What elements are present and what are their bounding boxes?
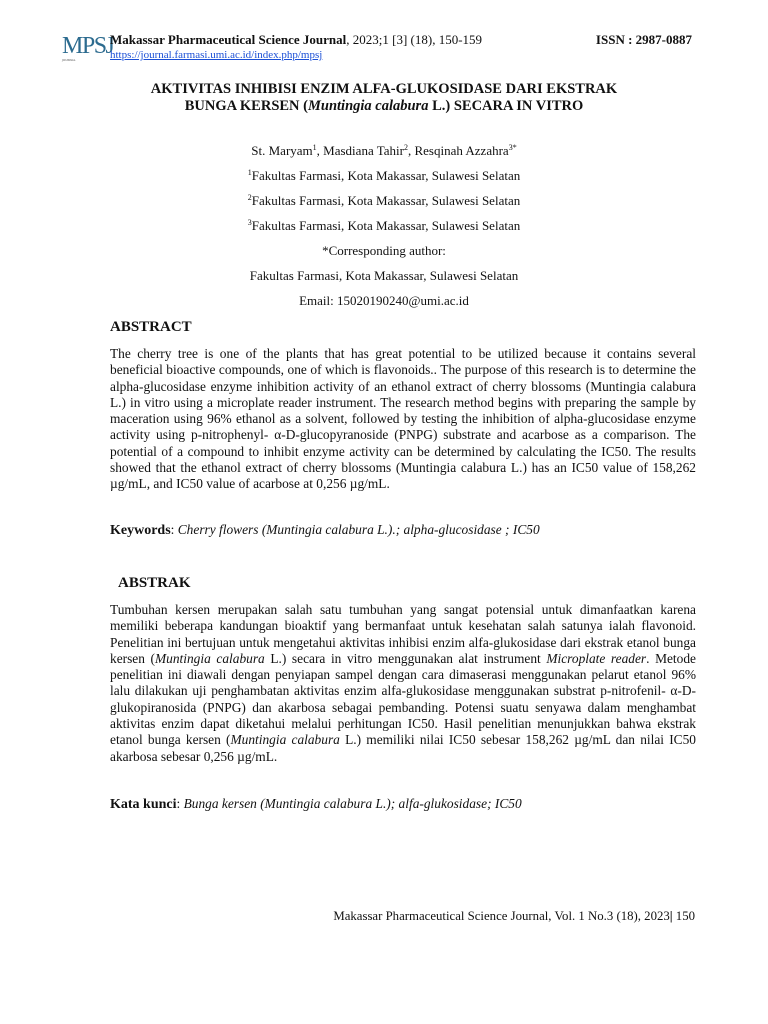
kata-kunci-values: Bunga kersen (Muntingia calabura L.); alfa-glukosidase; IC50: [183, 796, 522, 811]
keywords-separator: :: [170, 522, 178, 537]
corresponding-address: Fakultas Farmasi, Kota Makassar, Sulawesi Selatan: [249, 268, 519, 283]
paper-title: [150, 81, 618, 115]
keywords-label: Keywords: [110, 523, 171, 538]
author-list: [110, 143, 658, 159]
title-species: Muntingia calabura: [307, 98, 429, 114]
journal-logo: [62, 33, 114, 63]
title-part2: L.) SECARA IN VITRO: [428, 98, 584, 114]
author-3-sup: 3*: [508, 143, 517, 152]
affiliation-3: [110, 218, 658, 234]
affiliation-2-text: Fakultas Farmasi, Kota Makassar, Sulawesi Selatan: [251, 193, 521, 208]
page-number: 150: [675, 909, 695, 923]
issn: ISSN : 2987-0887: [595, 32, 692, 47]
affiliation-1-sup: 1: [247, 168, 252, 177]
author-3: , Resqinah Azzahra: [407, 143, 509, 158]
abstrak-species-1: Muntingia calabura: [155, 650, 265, 666]
journal-name: Makassar Pharmaceutical Science Journal: [110, 32, 347, 47]
abstrak-instrument: Microplate reader: [546, 650, 647, 666]
logo-subtext: JOURNAL: [62, 58, 76, 62]
keywords-line: [110, 522, 696, 539]
author-2: , Masdiana Tahir: [316, 143, 404, 158]
corresponding-email: Email: 15020190240@umi.ac.id: [299, 293, 469, 308]
corresponding-label: *Corresponding author:: [322, 243, 446, 258]
abstract-heading: ABSTRACT: [110, 319, 192, 335]
logo-text: MPSJ: [62, 33, 114, 59]
journal-citation: , 2023;1 [3] (18), 150-159: [346, 32, 483, 47]
author-1-sup: 1: [312, 143, 317, 152]
affiliation-3-text: Fakultas Farmasi, Kota Makassar, Sulawesi Selatan: [251, 218, 521, 233]
abstrak-species-2: Muntingia calabura: [230, 732, 340, 748]
journal-url-link[interactable]: https://journal.farmasi.umi.ac.id/index.php/mpsj: [110, 49, 323, 61]
abstrak-text-3: . Metode penelitian ini diawali dengan penyiapan sampel dengan cara dimaserasi menggunakan pelarut etanol 96% lalu dilakukan uji penghambatan aktivitas enzim alfa-glukosidase menggunakan substrat p-nitrofenil- α-D-glukopiranosida (PNPG) dan akarbosa sebagai pembanding. Potensi suatu senyawa dalam menghambat aktivitas enzim dapat diketahui melalui perhitungan IC50. Hasil penelitian menunjukkan bahwa ekstrak etanol bunga kersen (: [110, 650, 696, 748]
footer-separator: |: [669, 909, 673, 923]
abstrak-body: [110, 602, 696, 765]
abstract-body: The cherry tree is one of the plants that has great potential to be utilized because it contains several beneficial bioactive compounds, one of which is flavonoids.. The purpose of this research is to determine the alpha-glucosidase enzyme inhibition activity of an ethanol extract of cherry blossoms (Muntingia calabura L.) in vitro using a microplate reader instrument. The research method begins with preparing the sample by maceration using 96% ethanol as a solvent, followed by testing the inhibition of alpha-glucosidase enzyme activity using p-nitrophenyl- α-D-glucopyranoside (PNPG) substrate and acarbose as a comparison. The potential of a compound to inhibit enzyme activity can be determined by calculating the IC50. The results showed that the ethanol extract of cherry blossoms (Muntingia calabura L.) has an IC50 value of 158,262 µg/mL, and IC50 value of acarbose at 0,256 µg/mL.: [110, 346, 696, 492]
affiliation-2: [110, 193, 658, 209]
affiliation-3-sup: 3: [247, 218, 252, 227]
abstrak-text-1: Tumbuhan kersen merupakan salah satu tumbuhan yang sangat potensial untuk dimanfaatkan karena memiliki beberapa kandungan bioaktif yang bermanfaat untuk kesehatan salah satunya ialah flavonoid. Penelitian ini bertujuan untuk mengetahui aktivitas inhibisi enzim alfa-glukosidase dari ekstrak etanol bunga kersen (: [110, 602, 696, 666]
affiliation-2-sup: 2: [247, 193, 252, 202]
affiliation-1-text: Fakultas Farmasi, Kota Makassar, Sulawesi Selatan: [251, 168, 521, 183]
author-2-sup: 2: [403, 143, 408, 152]
title-part1: AKTIVITAS INHIBISI ENZIM ALFA-GLUKOSIDASE DARI EKSTRAK BUNGA KERSEN (: [150, 81, 618, 114]
author-1: St. Maryam: [251, 143, 313, 158]
kata-kunci-label: Kata kunci: [110, 797, 177, 812]
kata-kunci-line: [110, 796, 696, 813]
abstrak-text-2: L.) secara in vitro menggunakan alat instrument: [264, 650, 547, 666]
affiliation-1: [110, 168, 658, 184]
kata-kunci-separator: :: [176, 796, 184, 811]
page-footer: [333, 908, 695, 924]
abstrak-heading: ABSTRAK: [118, 575, 191, 591]
abstrak-text-4: L.) memiliki nilai IC50 sebesar 158,262 µg/mL dan nilai IC50 akarbosa sebesar 0,256 µg/mL.: [110, 732, 696, 764]
journal-header: [110, 32, 482, 48]
footer-text: Makassar Pharmaceutical Science Journal, Vol. 1 No.3 (18), 2023: [333, 909, 670, 923]
keywords-values: Cherry flowers (Muntingia calabura L.).; alpha-glucosidase ; IC50: [177, 522, 540, 537]
